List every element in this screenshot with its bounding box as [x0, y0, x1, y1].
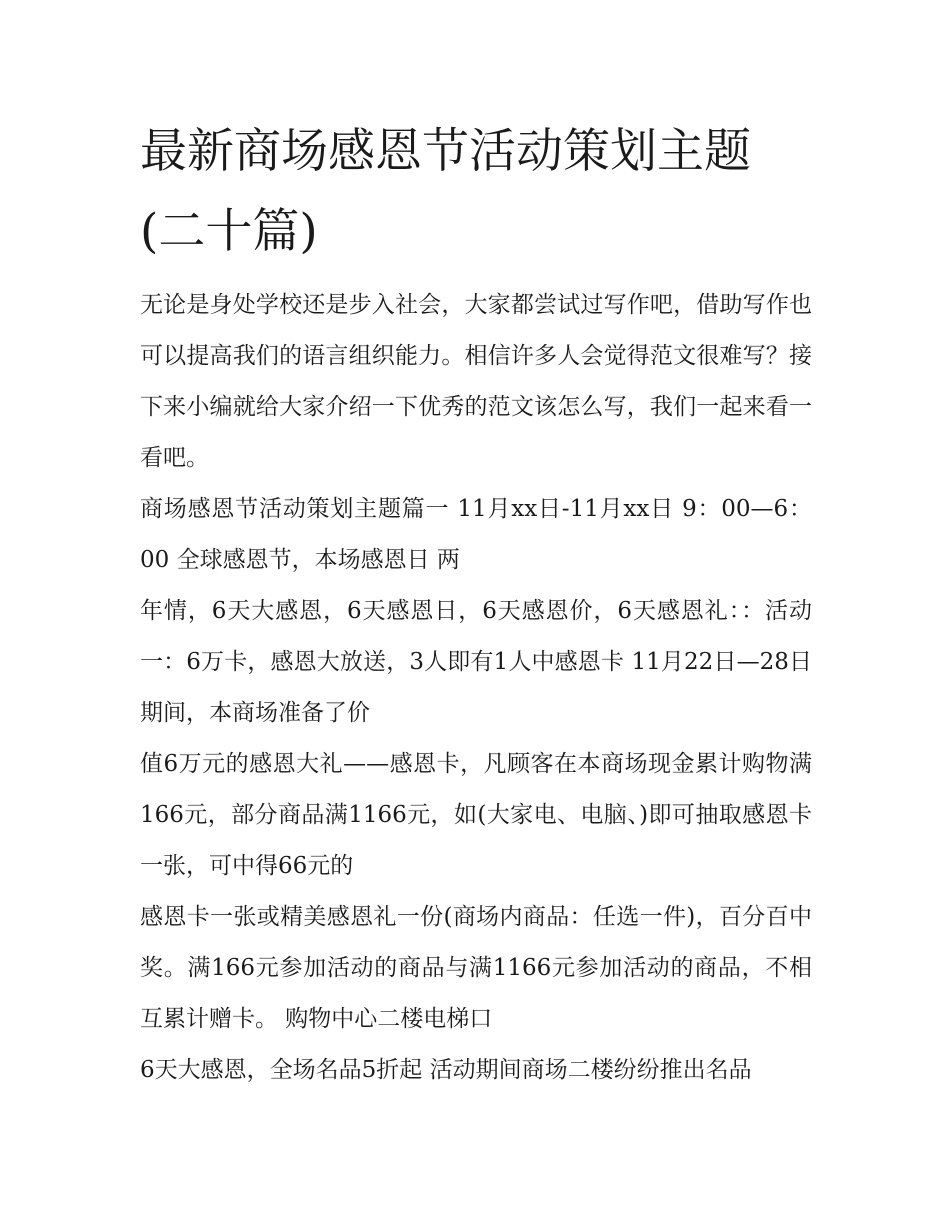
body-paragraph: 6天大感恩，全场名品5折起 活动期间商场二楼纷纷推出名品 [140, 1057, 752, 1083]
document-page [140, 112, 812, 1096]
body-paragraph: 商场感恩节活动策划主题篇一 11月xx日-11月xx日 9：00—6：00 全球感恩节，本场感恩日 两 [140, 496, 812, 573]
body-paragraph: 感恩卡一张或精美感恩礼一份(商场内商品：任选一件)，百分百中奖。满166元参加活动的商品与满1166元参加活动的商品，不相互累计赠卡。 购物中心二楼电梯口 [140, 904, 812, 1032]
document-title: 最新商场感恩节活动策划主题(二十篇) [140, 124, 751, 259]
intro-paragraph: 无论是身处学校还是步入社会，大家都尝试过写作吧，借助写作也可以提高我们的语言组织能力。相信许多人会觉得范文很难写？接下来小编就给大家介绍一下优秀的范文该怎么写，我们一起来看一看吧。 [140, 292, 812, 471]
body-paragraph: 值6万元的感恩大礼——感恩卡，凡顾客在本商场现金累计购物满166元，部分商品满1166元，如(大家电、电脑、)即可抽取感恩卡一张，可中得66元的 [140, 751, 812, 879]
body-paragraph: 年情，6天大感恩，6天感恩日，6天感恩价，6天感恩礼：：活动一：6万卡，感恩大放送，3人即有1人中感恩卡 11月22日—28日期间，本商场准备了价 [140, 598, 812, 726]
